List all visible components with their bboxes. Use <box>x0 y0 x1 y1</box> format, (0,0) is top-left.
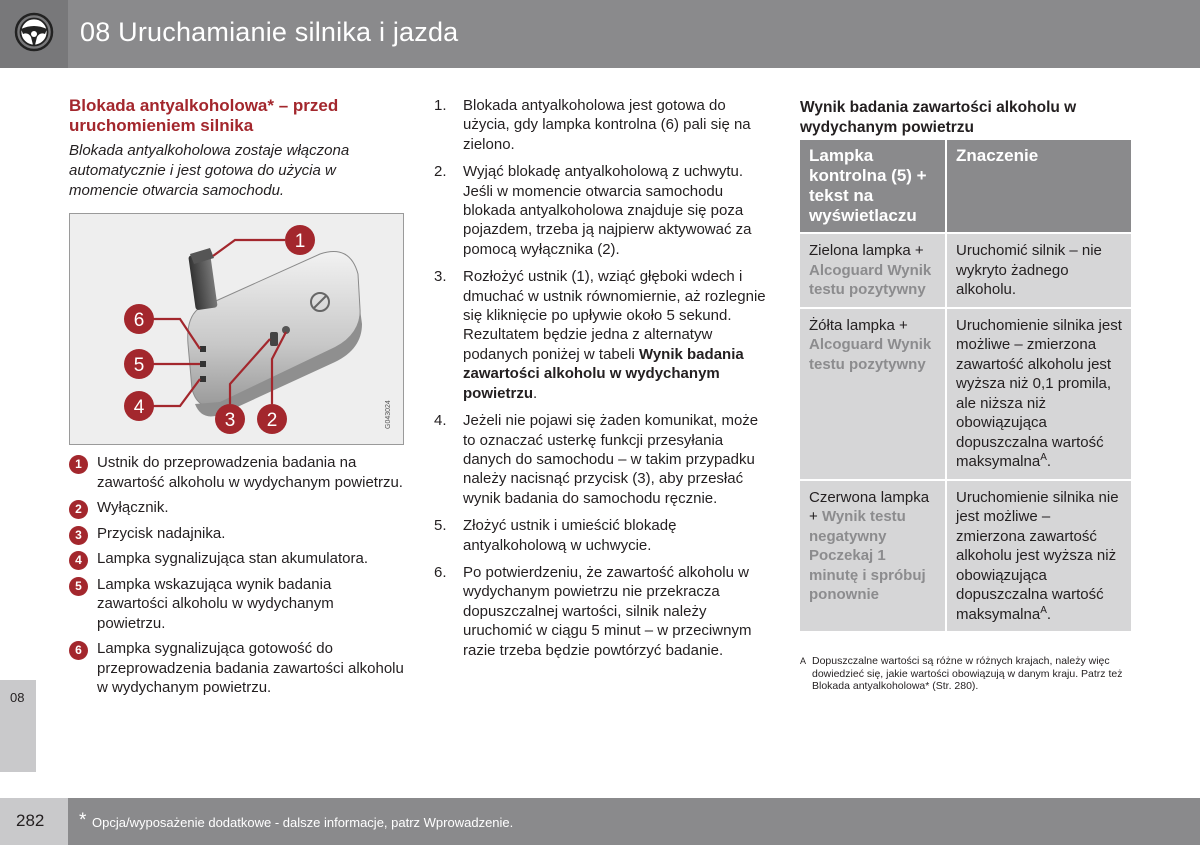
legend-number-badge: 4 <box>69 551 88 570</box>
step-item <box>434 563 769 660</box>
legend-text: Lampka sygnalizująca gotowość do przeprowadzenia badania zawartości alkoholu w wydychanym powietrzu. <box>97 640 404 696</box>
lamp-color: Czerwona lampka + <box>809 488 930 525</box>
steering-wheel-icon <box>14 12 54 52</box>
table-cell-meaning <box>945 307 1131 479</box>
page-number-box <box>0 798 68 845</box>
step-item <box>434 96 769 154</box>
legend-text: Przycisk nadajnika. <box>97 524 226 542</box>
meaning-text: Uruchomienie silnika nie jest możliwe – zmierzona zawartość alkoholu jest wyższa niż obowiązująca dopuszczalna wartość maksymalna <box>956 488 1119 623</box>
figure-legend <box>69 453 404 704</box>
footer-note: Opcja/wyposażenie dodatkowe - dalsze informacje, patrz Wprowadzenie. <box>92 815 514 830</box>
legend-item <box>69 498 404 518</box>
meaning-text: Uruchomienie silnika jest możliwe – zmierzona zawartość alkoholu jest wyższa niż 0,1 promila, ale niższa niż obowiązująca dopuszczalna wartość maksymalna <box>956 316 1122 470</box>
footnote-mark: A <box>800 656 807 666</box>
table-header-row <box>800 140 1131 232</box>
table-cell-lamp <box>800 232 945 307</box>
side-tab-label: 08 <box>10 690 25 705</box>
legend-text: Lampka wskazująca wynik badania zawartości alkoholu w wydychanym powietrzu. <box>97 575 334 632</box>
svg-text:5: 5 <box>133 355 145 376</box>
table-row <box>800 232 1131 307</box>
legend-item <box>69 575 404 634</box>
procedure-steps <box>434 96 769 668</box>
step-text: Po potwierdzeniu, że zawartość alkoholu w wydychanym powietrzu nie przekracza dopuszczalnej wartości, silnik należy uruchomić w ciągu 5 minut – w przeciwnym razie trzeba będzie powtórzyć badanie. <box>463 563 752 659</box>
step-number: 5. <box>434 517 447 535</box>
legend-number-badge: 5 <box>69 577 88 596</box>
alcoguard-illustration <box>70 214 403 444</box>
step-number: 2. <box>434 163 447 181</box>
legend-text: Wyłącznik. <box>97 499 169 516</box>
chapter-header <box>0 0 1200 68</box>
legend-item <box>69 549 404 569</box>
step-text: Złożyć ustnik i umieścić blokadę antyalkoholową w uchwycie. <box>463 517 677 554</box>
meaning-end: . <box>1046 453 1052 470</box>
step-text: Jeżeli nie pojawi się żaden komunikat, może to oznaczać usterkę funkcji przesyłania danych do samochodu – w takim przypadku należy nacisnąć przycisk (3), aby przesłać wynik badania do samochodu ręcznie. <box>463 412 759 507</box>
table-footnote <box>800 655 1135 693</box>
chapter-title: 08 Uruchamianie silnika i jazda <box>80 17 459 47</box>
legend-item <box>69 453 404 492</box>
step-item <box>434 411 769 508</box>
table-header-lamp: Lampka kontrolna (5) + tekst na wyświetlaczu <box>800 140 945 232</box>
legend-number-badge: 3 <box>69 526 88 545</box>
results-table <box>800 140 1131 631</box>
legend-number-badge: 6 <box>69 641 88 660</box>
figure-code: G043024 <box>385 400 392 429</box>
svg-text:2: 2 <box>266 410 278 431</box>
alcoguard-figure <box>69 213 404 445</box>
step-text: Wyjąć blokadę antyalkoholową z uchwytu. Jeśli w momencie otwarcia samochodu blokada antyalkoholowa znajduje się poza pojazdem, trzeba ją najpierw aktywować za pomocą wyłącznika (2). <box>463 163 752 258</box>
legend-number-badge: 2 <box>69 500 88 519</box>
footnote-ref: A <box>1040 452 1047 463</box>
chapter-icon-box <box>0 0 68 68</box>
footer-asterisk: * <box>79 810 87 831</box>
legend-item <box>69 524 404 544</box>
lamp-color: Zielona lampka + <box>809 242 924 259</box>
svg-text:3: 3 <box>224 410 236 431</box>
meaning-text: Uruchomić silnik – nie wykryto żadnego alkoholu. <box>956 242 1102 298</box>
step-text-end: . <box>533 384 538 402</box>
step-item <box>434 516 769 555</box>
table-cell-meaning <box>945 479 1131 632</box>
step-number: 6. <box>434 563 447 581</box>
table-cell-lamp <box>800 307 945 479</box>
display-text: Alcoguard Wynik testu pozytywny <box>809 261 932 298</box>
table-header-meaning: Znaczenie <box>945 140 1131 232</box>
legend-text: Ustnik do przeprowadzenia badania na zawartość alkoholu w wydychanym powietrzu. <box>97 454 403 491</box>
table-cell-lamp <box>800 479 945 632</box>
table-row <box>800 479 1131 632</box>
svg-text:1: 1 <box>294 231 306 252</box>
svg-text:6: 6 <box>133 310 145 331</box>
svg-text:4: 4 <box>133 397 145 418</box>
table-cell-meaning <box>945 232 1131 307</box>
chapter-side-tab <box>0 680 36 772</box>
page-footer <box>0 798 1200 845</box>
section-heading: Blokada antyalkoholowa* – przed uruchomieniem silnika <box>69 96 339 135</box>
lamp-color: Żółta lampka + <box>809 316 908 334</box>
step-number: 3. <box>434 268 447 286</box>
legend-text: Lampka sygnalizująca stan akumulatora. <box>97 550 368 567</box>
step-item <box>434 162 769 259</box>
section-intro: Blokada antyalkoholowa zostaje włączona automatycznie i jest gotowa do użycia w momencie otwarcia samochodu. <box>69 142 350 199</box>
legend-item <box>69 639 404 698</box>
display-text: Wynik testu negatywny Poczekaj 1 minutę i spróbuj ponownie <box>809 508 926 603</box>
table-row <box>800 307 1131 479</box>
meaning-end: . <box>1046 605 1052 623</box>
footnote-ref: A <box>1040 604 1047 616</box>
step-text: Blokada antyalkoholowa jest gotowa do użycia, gdy lampka kontrolna (6) pali się na zielono. <box>463 97 751 153</box>
table-heading: Wynik badania zawartości alkoholu w wydychanym powietrzu <box>800 99 1077 136</box>
legend-number-badge: 1 <box>69 455 88 474</box>
page-number: 282 <box>16 811 45 830</box>
footnote-text: Dopuszczalne wartości są różne w różnych krajach, należy więc dowiedzieć się, jakie wartości obowiązują w danym kraju. Patrz też Blokada antyalkoholowa* (Str. 280). <box>812 655 1123 692</box>
step-table-reference: Wynik badania zawartości alkoholu w wydychanym powietrzu <box>463 345 744 402</box>
step-item <box>434 267 769 403</box>
display-text: Alcoguard Wynik testu pozytywny <box>809 336 932 373</box>
step-text: Rozłożyć ustnik (1), wziąć głęboki wdech i dmuchać w ustnik równomiernie, aż rozlegnie się kliknięcie po upływie około 5 sekund. Rezultatem będzie jedna z alternatyw podanych poniżej w tabeli <box>463 268 766 363</box>
step-number: 4. <box>434 412 447 430</box>
step-number: 1. <box>434 97 447 114</box>
